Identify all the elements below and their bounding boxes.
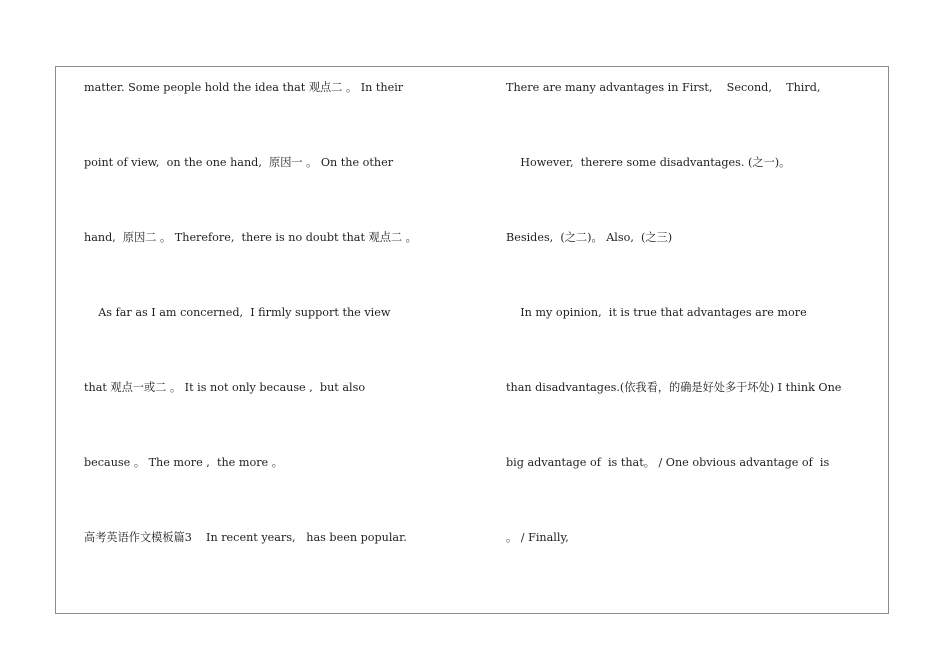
text-line: 。 / Finally,: [506, 531, 569, 544]
text-line: In my opinion, it is true that advantages are more: [506, 306, 807, 319]
text-line: matter. Some people hold the idea that 观点二 。 In their: [84, 81, 404, 94]
text-line: 高考英语作文模板篇3 In recent years, has been popular.: [84, 531, 407, 544]
text-line: big advantage of is that。 / One obvious advantage of is: [506, 456, 830, 469]
text-line: There are many advantages in First, Second, Third,: [506, 81, 821, 94]
text-line: point of view, on the one hand, 原因一 。 On the other: [84, 156, 394, 169]
document-page: [55, 66, 889, 614]
text-line: that 观点一或二 。 It is not only because , but also: [84, 381, 366, 394]
text-line: As far as I am concerned, I firmly support the view: [84, 306, 391, 319]
text-line: hand, 原因二 。 Therefore, there is no doubt that 观点二 。: [84, 231, 417, 244]
text-line: However, therere some disadvantages. (之一)。: [506, 156, 791, 169]
text-line: than disadvantages.(依我看，的确是好处多于坏处) I think One: [506, 381, 842, 394]
text-line: Besides, (之二)。 Also, (之三): [506, 231, 673, 244]
text-line: because 。 The more , the more 。: [84, 456, 283, 469]
